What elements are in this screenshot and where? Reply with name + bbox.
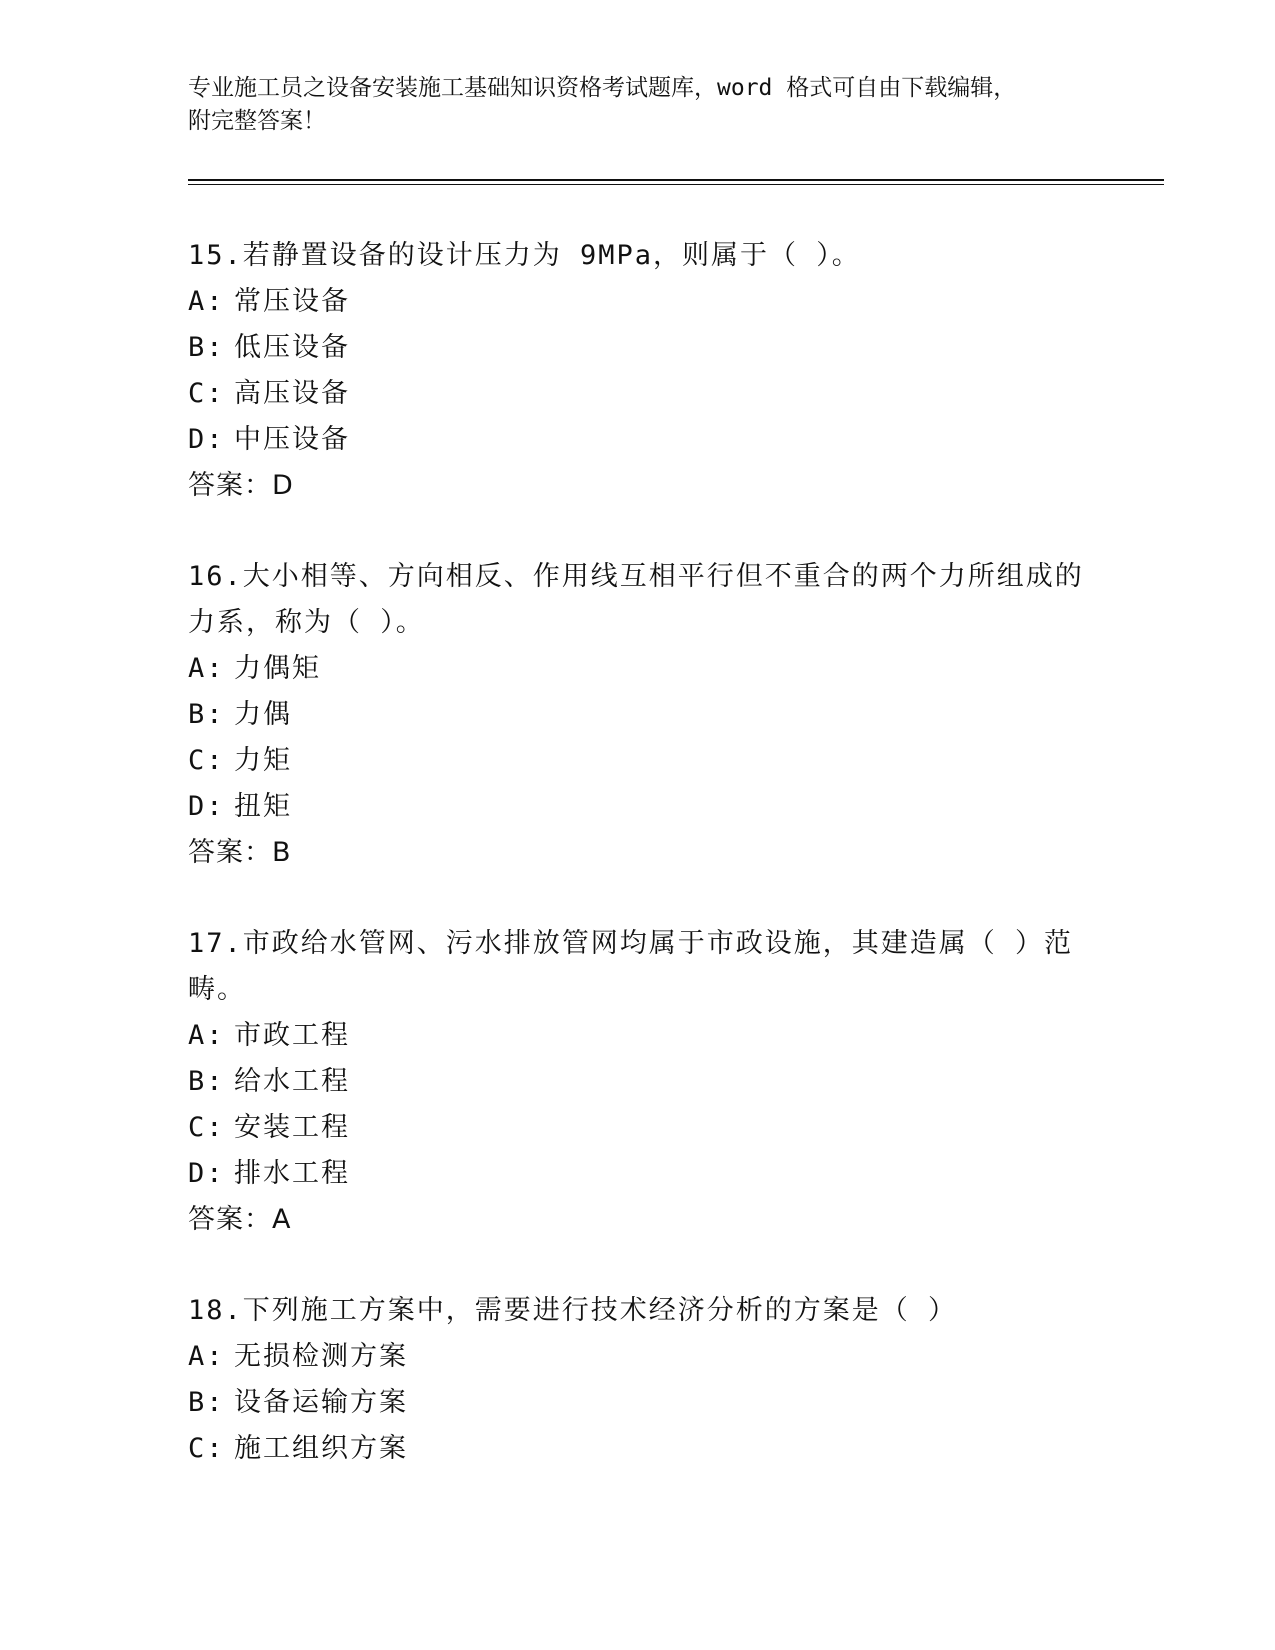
option-text: 力偶矩 — [234, 653, 321, 684]
option-label: A: — [188, 1020, 225, 1051]
option-b — [188, 1380, 1088, 1426]
question-list — [188, 233, 1088, 1517]
option-label: A: — [188, 1341, 225, 1372]
option-c — [188, 1426, 1088, 1472]
header-divider-thin — [188, 184, 1164, 185]
option-text: 高压设备 — [234, 378, 350, 409]
question-15 — [188, 233, 1088, 509]
option-text: 力矩 — [234, 745, 292, 776]
question-17 — [188, 921, 1088, 1243]
option-text: 排水工程 — [234, 1158, 350, 1189]
question-stem: 16.大小相等、方向相反、作用线互相平行但不重合的两个力所组成的 — [188, 561, 1084, 592]
header-line-1: 专业施工员之设备安装施工基础知识资格考试题库，word 格式可自由下载编辑， — [188, 75, 1017, 101]
option-label: A: — [188, 286, 225, 317]
option-label: B: — [188, 1066, 225, 1097]
option-c — [188, 1105, 1088, 1151]
option-label: B: — [188, 332, 225, 363]
option-d — [188, 417, 1088, 463]
option-label: C: — [188, 1433, 225, 1464]
option-label: D: — [188, 424, 225, 455]
option-a — [188, 646, 1088, 692]
option-label: D: — [188, 791, 225, 822]
option-text: 低压设备 — [234, 332, 350, 363]
answer-line: 答案：D — [188, 470, 294, 501]
question-16 — [188, 554, 1088, 876]
question-stem-continued: 畴。 — [188, 974, 246, 1005]
option-text: 市政工程 — [234, 1020, 350, 1051]
document-header — [188, 72, 1068, 138]
option-label: C: — [188, 745, 225, 776]
option-d — [188, 784, 1088, 830]
option-text: 无损检测方案 — [234, 1341, 408, 1372]
option-a — [188, 1334, 1088, 1380]
answer-line: 答案：B — [188, 837, 292, 868]
option-a — [188, 1013, 1088, 1059]
option-label: B: — [188, 699, 225, 730]
option-b — [188, 325, 1088, 371]
option-label: C: — [188, 1112, 225, 1143]
option-text: 扭矩 — [234, 791, 292, 822]
question-stem: 18.下列施工方案中，需要进行技术经济分析的方案是（ ） — [188, 1295, 958, 1326]
option-label: B: — [188, 1387, 225, 1418]
option-c — [188, 738, 1088, 784]
option-label: D: — [188, 1158, 225, 1189]
question-stem: 15.若静置设备的设计压力为 9MPa，则属于（ ）。 — [188, 240, 861, 271]
answer-line: 答案：A — [188, 1204, 292, 1235]
option-text: 施工组织方案 — [234, 1433, 408, 1464]
question-18 — [188, 1288, 1088, 1472]
option-text: 安装工程 — [234, 1112, 350, 1143]
option-b — [188, 692, 1088, 738]
option-a — [188, 279, 1088, 325]
option-text: 设备运输方案 — [234, 1387, 408, 1418]
option-label: A: — [188, 653, 225, 684]
header-divider-thick — [188, 179, 1164, 181]
option-label: C: — [188, 378, 225, 409]
option-text: 中压设备 — [234, 424, 350, 455]
option-d — [188, 1151, 1088, 1197]
option-b — [188, 1059, 1088, 1105]
option-text: 常压设备 — [234, 286, 350, 317]
option-text: 力偶 — [234, 699, 292, 730]
option-text: 给水工程 — [234, 1066, 350, 1097]
question-stem-continued: 力系，称为（ ）。 — [188, 607, 425, 638]
option-c — [188, 371, 1088, 417]
header-line-2: 附完整答案！ — [188, 108, 326, 134]
question-stem: 17.市政给水管网、污水排放管网均属于市政设施，其建造属（ ）范 — [188, 928, 1074, 959]
